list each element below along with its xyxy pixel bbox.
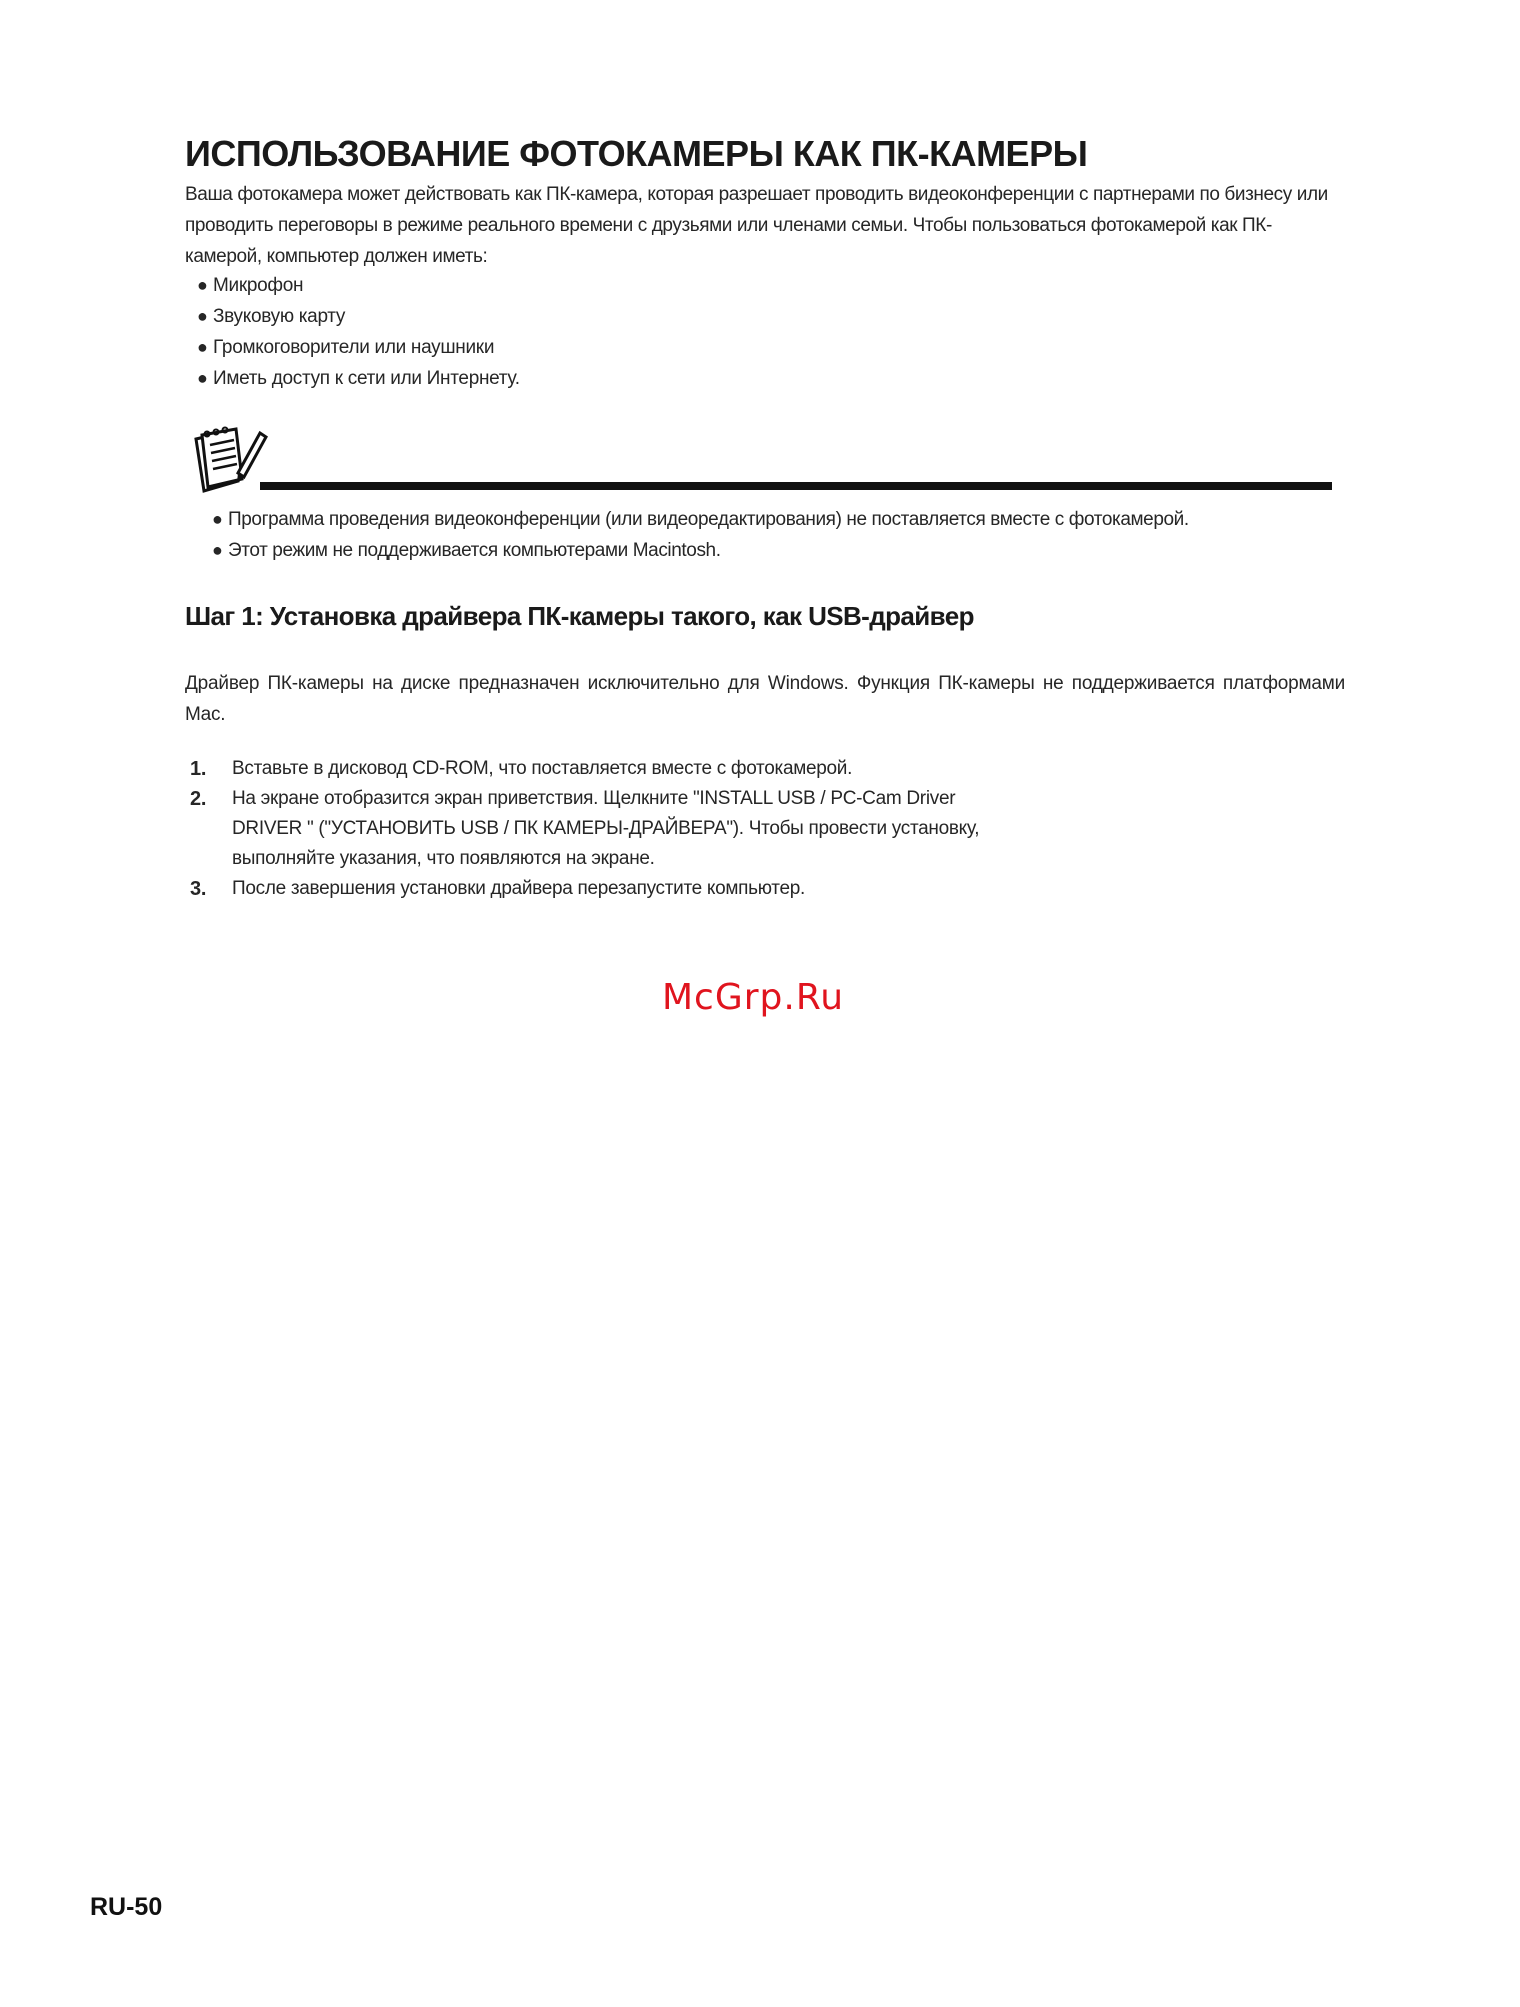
list-item: ● Звуковую карту [197,301,520,332]
list-item: ● Иметь доступ к сети или Интернету. [197,363,520,394]
bullet-icon: ● [212,509,223,529]
step-number: 2. [190,788,207,810]
list-item [190,754,1090,784]
list-item [190,874,1090,904]
intro-paragraph: Ваша фотокамера может действовать как ПК-камера, которая разрешает проводить видеоконференции с партнерами по бизнесу или проводить переговоры в режиме реального времени с друзьями или членами семьи. Чтобы пользоваться фотокамерой как ПК-камерой, компьютер должен иметь: [185,184,1328,267]
page-number: RU-50 [90,1893,163,1921]
step-text: После завершения установки драйвера перезапустите компьютер. [232,878,805,899]
bullet-icon: ● [212,540,223,560]
note-divider [260,482,1332,490]
bullet-icon: ● [197,368,208,388]
step-number: 1. [190,758,207,780]
section-paragraph: Драйвер ПК-камеры на диске предназначен исключительно для Windows. Функция ПК-камеры не поддерживается платформами Mac. [185,673,1345,725]
list-item: ● Этот режим не поддерживается компьютерами Macintosh. [212,535,1189,566]
step-number: 3. [190,878,207,900]
section-heading: Шаг 1: Установка драйвера ПК-камеры такого, как USB-драйвер [185,601,974,631]
step-text: На экране отобразится экран приветствия. Щелкните "INSTALL USB / PC-Cam Driver DRIVER " ("УСТАНОВИТЬ USB / ПК КАМЕРЫ-ДРАЙВЕРА"). Чтобы провести установку, выполняйте указания, что появляются на экране. [232,788,980,869]
bullet-icon: ● [197,275,208,295]
steps-list [190,754,1090,904]
list-item: ● Программа проведения видеоконференции (или видеоредактирования) не поставляется вместе с фотокамерой. [212,504,1189,535]
list-item: ● Громкоговорители или наушники [197,332,520,363]
list-item [190,784,1090,874]
requirements-list [197,270,520,394]
page-title: ИСПОЛЬЗОВАНИЕ ФОТОКАМЕРЫ КАК ПК-КАМЕРЫ [185,133,1088,174]
notepad-pencil-icon [190,425,270,497]
bullet-icon: ● [197,306,208,326]
watermark: McGrp.Ru [662,977,845,1018]
list-item: ● Микрофон [197,270,520,301]
notes-list [212,504,1189,566]
bullet-icon: ● [197,337,208,357]
step-text: Вставьте в дисковод CD-ROM, что поставляется вместе с фотокамерой. [232,758,853,779]
